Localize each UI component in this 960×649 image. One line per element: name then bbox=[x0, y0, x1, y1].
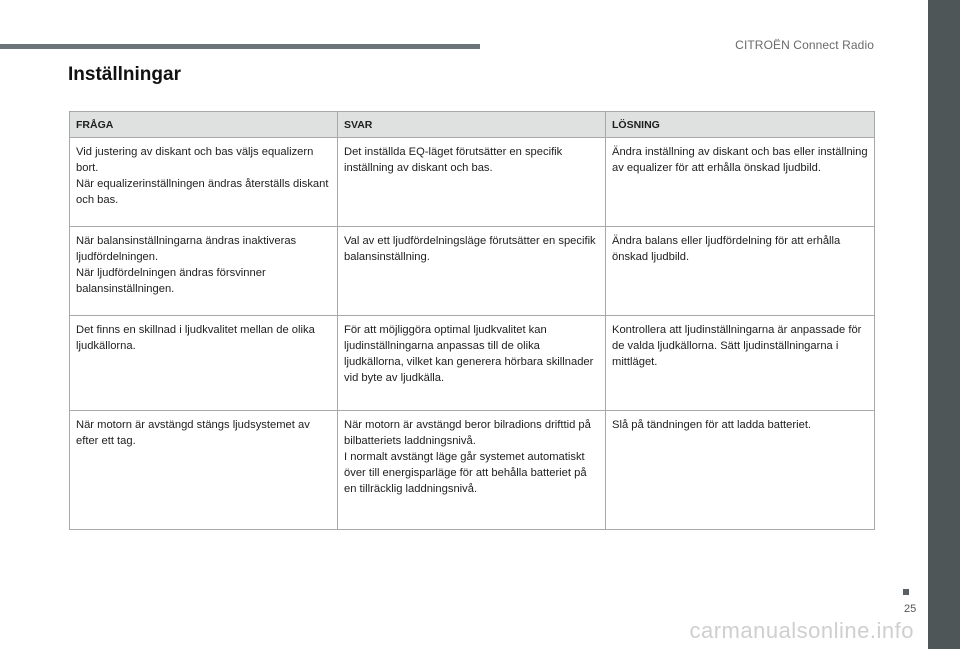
question-cell: När motorn är avstängd stängs ljudsystemet av efter ett tag. bbox=[70, 411, 338, 530]
table-header-row bbox=[70, 112, 875, 138]
answer-cell: När motorn är avstängd beror bilradions drifttid på bilbatteriets laddningsnivå. I normalt avstängt läge går systemet automatiskt över till energisparläge för att behålla batteriet på en tillräcklig laddningsnivå. bbox=[338, 411, 606, 530]
column-header-solution: LÖSNING bbox=[606, 112, 875, 138]
table-row bbox=[70, 316, 875, 411]
table-row bbox=[70, 227, 875, 316]
watermark: carmanualsonline.info bbox=[689, 618, 914, 643]
solution-cell: Slå på tändningen för att ladda batteriet. bbox=[606, 411, 875, 530]
answer-cell: Val av ett ljudfördelningsläge förutsätter en specifik balansinställning. bbox=[338, 227, 606, 316]
page-number: 25 bbox=[904, 603, 917, 615]
side-band bbox=[928, 0, 960, 649]
header-brand: CITROËN Connect Radio bbox=[735, 38, 874, 52]
solution-cell: Ändra balans eller ljudfördelning för att erhålla önskad ljudbild. bbox=[606, 227, 875, 316]
answer-cell: Det inställda EQ-läget förutsätter en specifik inställning av diskant och bas. bbox=[338, 138, 606, 227]
column-header-answer: SVAR bbox=[338, 112, 606, 138]
table-row bbox=[70, 138, 875, 227]
solution-cell: Kontrollera att ljudinställningarna är anpassade för de valda ljudkällorna. Sätt ljudinställningarna i mittläget. bbox=[606, 316, 875, 411]
page-title: Inställningar bbox=[68, 64, 181, 85]
question-cell: När balansinställningarna ändras inaktiveras ljudfördelningen. När ljudfördelningen ändras försvinner balansinställningen. bbox=[70, 227, 338, 316]
solution-cell: Ändra inställning av diskant och bas eller inställning av equalizer för att erhålla önskad ljudbild. bbox=[606, 138, 875, 227]
question-cell: Det finns en skillnad i ljudkvalitet mellan de olika ljudkällorna. bbox=[70, 316, 338, 411]
column-header-question: FRÅGA bbox=[70, 112, 338, 138]
header-rule bbox=[0, 44, 480, 49]
table-row bbox=[70, 411, 875, 530]
continue-marker-icon bbox=[903, 589, 909, 595]
question-cell: Vid justering av diskant och bas väljs equalizern bort. När equalizerinställningen ändras återställs diskant och bas. bbox=[70, 138, 338, 227]
answer-cell: För att möjliggöra optimal ljudkvalitet kan ljudinställningarna anpassas till de olika ljudkällorna, vilket kan generera hörbara skillnader vid byte av ljudkälla. bbox=[338, 316, 606, 411]
troubleshooting-table bbox=[69, 111, 875, 530]
